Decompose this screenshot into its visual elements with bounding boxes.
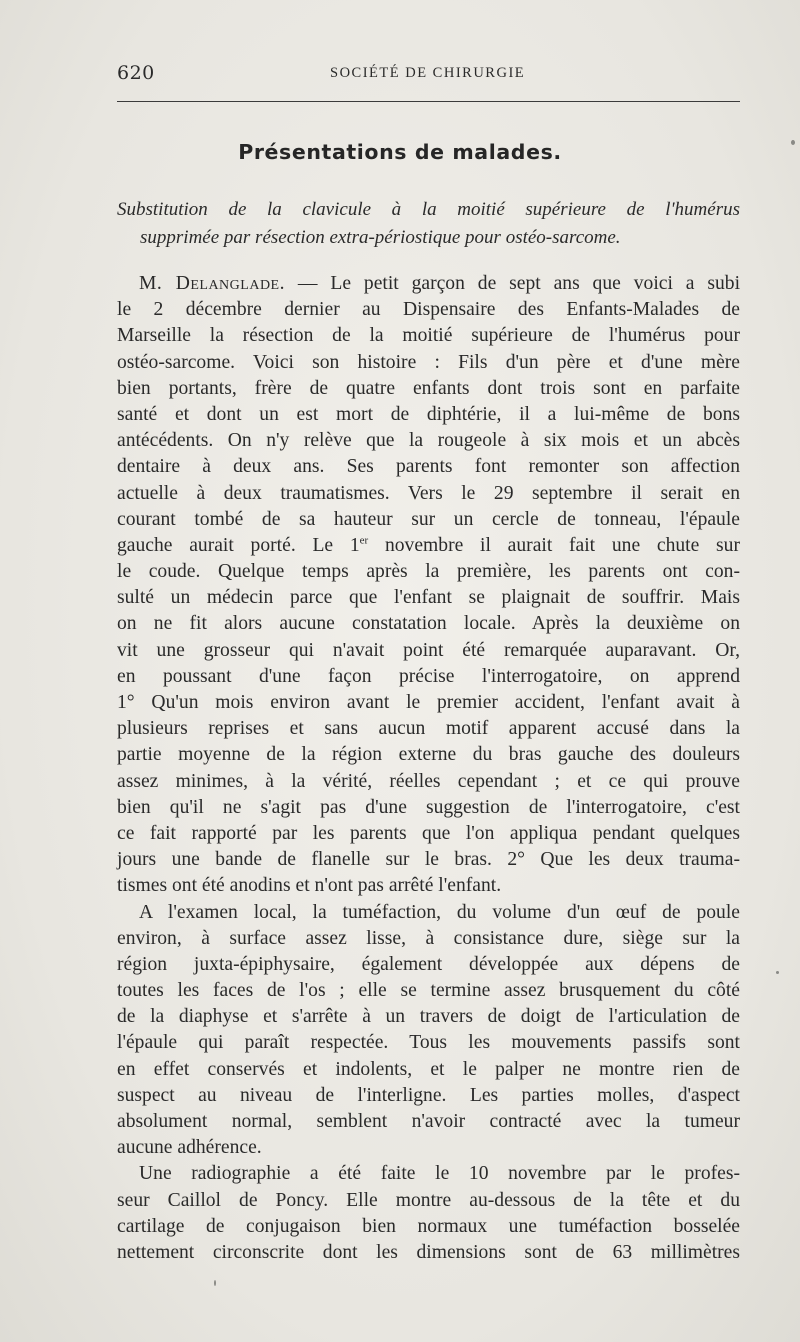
text-line: bien qu'il ne s'agit pas d'une suggestion de l'interrogatoire, c'est (117, 796, 740, 818)
text-line: on ne fit alors aucune constatation locale. Après la deuxième on (117, 613, 740, 635)
text-line: région juxta-épiphysaire, également développée aux dépens de (117, 953, 740, 975)
text-line: dentaire à deux ans. Ses parents font remonter son affection (117, 456, 740, 478)
text-line: cartilage de conjugaison bien normaux une tuméfaction bosselée (117, 1215, 740, 1237)
text-line: suspect au niveau de l'interligne. Les parties molles, d'aspect (117, 1084, 740, 1106)
text-line: assez minimes, à la vérité, réelles cependant ; et ce qui prouve (117, 770, 740, 792)
text-line: 1° Qu'un mois environ avant le premier accident, l'enfant avait à (117, 692, 740, 713)
text-line: ce fait rapporté par les parents que l'on appliqua pendant quelques (117, 822, 740, 844)
section-title: Présentations de malades. (238, 140, 562, 164)
text-line: ostéo-sarcome. Voici son histoire : Fils d'un père et d'une mère (117, 351, 740, 373)
text-line: Marseille la résection de la moitié supérieure de l'humérus pour (117, 325, 740, 347)
page-header (117, 62, 740, 88)
text-line: Une radiographie a été faite le 10 novembre par le profes- (139, 1163, 740, 1185)
text-line-content: novembre il aurait fait une chute sur (368, 534, 741, 556)
page-number: 620 (117, 62, 155, 84)
text-line: le coude. Quelque temps après la première, les parents ont con- (117, 561, 740, 583)
text-line: antécédents. On n'y relève que la rougeole à six mois et un abcès (117, 430, 740, 452)
text-line-content: — Le petit garçon de sept ans que voici a subi (285, 273, 741, 294)
text-line-content: gauche aurait porté. Le 1 (117, 534, 360, 556)
text-line: l'épaule qui paraît respectée. Tous les mouvements passifs sont (117, 1032, 740, 1054)
header-rule (117, 101, 740, 102)
text-line: courant tombé de sa hauteur sur un cercle de tonneau, l'épaule (117, 508, 740, 530)
body-text (117, 271, 740, 1266)
text-line: plusieurs reprises et sans aucun motif apparent accusé dans la (117, 718, 740, 740)
text-line: de la diaphyse et s'arrête à un travers de doigt de l'articulation de (117, 1006, 740, 1028)
text-line: toutes les faces de l'os ; elle se termine assez brusquement du côté (117, 980, 740, 1002)
text-line: jours une bande de flanelle sur le bras. 2° Que les deux trauma- (117, 849, 740, 871)
text-line: seur Caillol de Poncy. Elle montre au-dessous de la tête et du (117, 1189, 740, 1211)
text-line (117, 271, 740, 297)
text-line: A l'examen local, la tuméfaction, du volume d'un œuf de poule (139, 901, 740, 923)
text-line: tismes ont été anodins et n'ont pas arrêté l'enfant. (117, 875, 502, 897)
text-line: partie moyenne de la région externe du bras gauche des douleurs (117, 744, 740, 766)
text-line: santé et dont un est mort de diphtérie, il a lui-même de bons (117, 403, 740, 425)
text-line: actuelle à deux traumatismes. Vers le 29 septembre il serait en (117, 482, 740, 504)
text-line: sulté un médecin parce que l'enfant se plaignait de souffrir. Mais (117, 587, 740, 609)
text-line: en poussant d'une façon précise l'interrogatoire, on apprend (117, 665, 740, 687)
text-line: absolument normal, semblent n'avoir contracté avec la tumeur (117, 1111, 740, 1132)
paper-speck (791, 140, 795, 145)
text-line: vit une grosseur qui n'avait point été remarquée auparavant. Or, (117, 639, 740, 661)
subtitle-line-2: supprimée par résection extra-périostique pour ostéo-sarcome. (140, 227, 621, 248)
paper-speck (214, 1280, 216, 1286)
subtitle-line-1: Substitution de la clavicule à la moitié supérieure de l'humérus (117, 199, 740, 220)
text-line: environ, à surface assez lisse, à consistance dure, siège sur la (117, 927, 740, 949)
text-line: en effet conservés et indolents, et le palper ne montre rien de (117, 1058, 740, 1080)
speaker-name: M. Delanglade. (139, 273, 286, 294)
text-line: le 2 décembre dernier au Dispensaire des Enfants-Malades de (117, 299, 740, 321)
text-line: bien portants, frère de quatre enfants dont trois sont en parfaite (117, 377, 740, 399)
running-title: SOCIÉTÉ DE CHIRURGIE (330, 65, 526, 81)
paper-speck (776, 971, 779, 974)
ordinal-superscript: er (359, 534, 369, 547)
text-line: nettement circonscrite dont les dimensions sont de 63 millimètres (117, 1241, 740, 1263)
text-line (117, 533, 740, 559)
text-line: aucune adhérence. (117, 1137, 262, 1159)
